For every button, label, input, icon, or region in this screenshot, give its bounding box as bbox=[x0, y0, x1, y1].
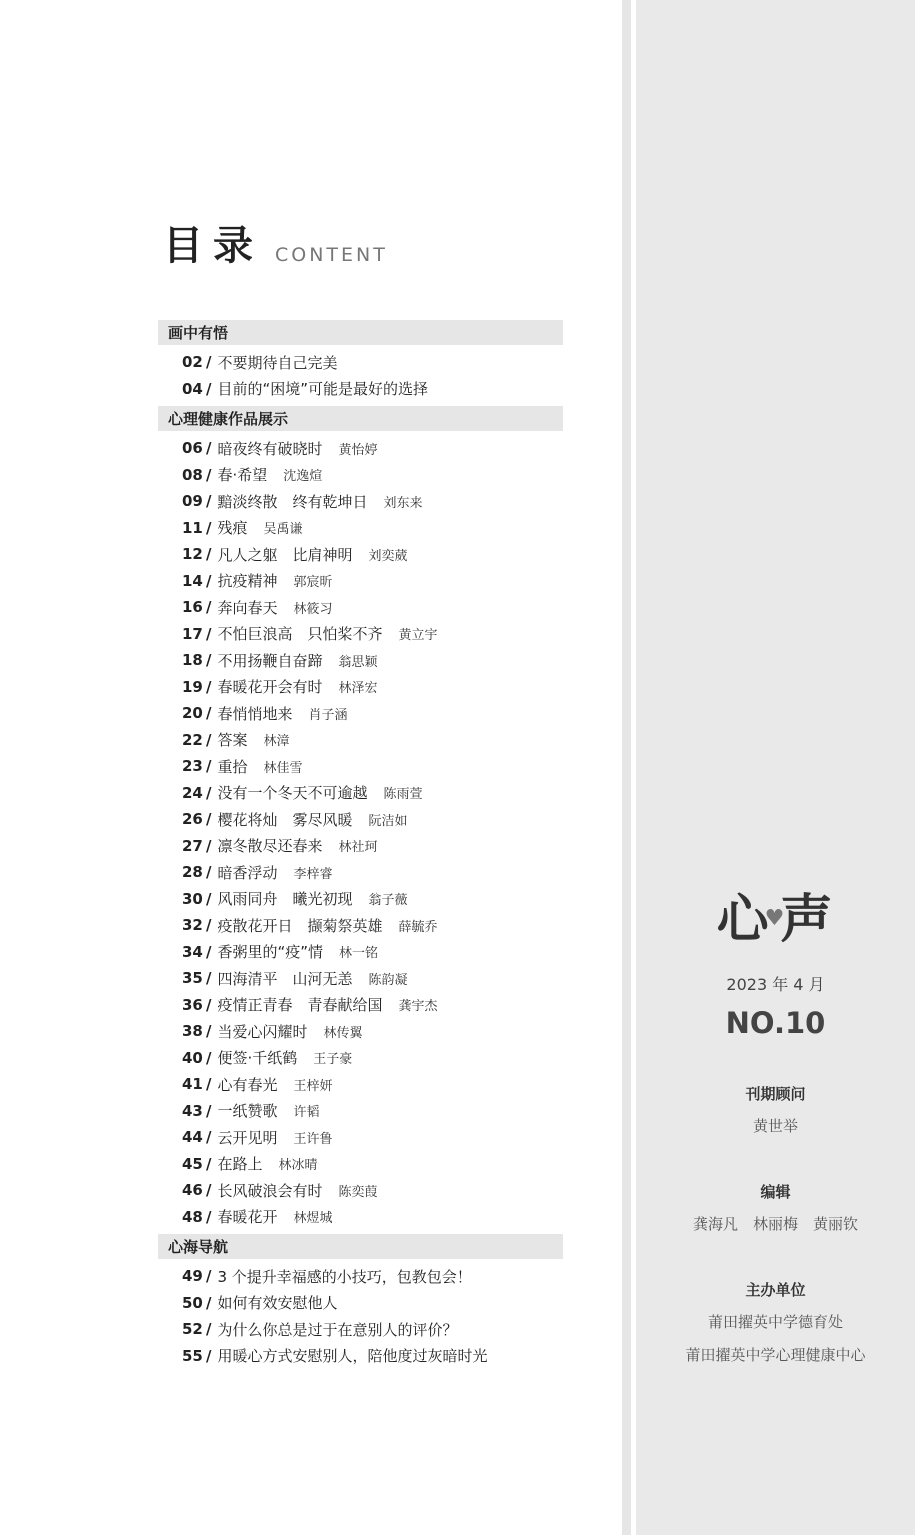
entry-title: 黯淡终散 终有乾坤日 bbox=[217, 492, 368, 511]
entry-title: 目前的“困境”可能是最好的选择 bbox=[217, 380, 429, 399]
toc-entry[interactable] bbox=[158, 621, 563, 648]
entry-title: 春暖花开会有时 bbox=[217, 678, 323, 697]
page-number: 45 bbox=[182, 1154, 203, 1173]
separator: / bbox=[206, 704, 212, 723]
logo-char-1: 心 bbox=[716, 890, 771, 950]
separator: / bbox=[206, 1181, 212, 1200]
issue-number bbox=[636, 1006, 915, 1040]
page-number: 11 bbox=[182, 518, 203, 537]
page-number: 23 bbox=[182, 757, 203, 776]
entry-author: 龚宇杰 bbox=[398, 999, 438, 1015]
entry-title: 一纸赞歌 bbox=[217, 1102, 278, 1121]
page-number: 06 bbox=[182, 439, 203, 458]
entry-title: 春暖花开 bbox=[217, 1208, 278, 1227]
editors-names: 龚海凡 林丽梅 黄丽钦 bbox=[692, 1215, 858, 1233]
entry-title: 在路上 bbox=[217, 1155, 263, 1174]
page-number: 14 bbox=[182, 571, 203, 590]
entry-author: 刘东来 bbox=[383, 495, 423, 511]
entry-author: 吴禹谦 bbox=[263, 522, 303, 538]
toc-entry[interactable] bbox=[158, 568, 563, 595]
toc-entry[interactable] bbox=[158, 1204, 563, 1231]
entry-author: 陈奕葭 bbox=[338, 1184, 378, 1200]
toc-entry[interactable] bbox=[158, 376, 563, 403]
separator: / bbox=[206, 624, 212, 643]
entry-author: 林煜城 bbox=[293, 1211, 333, 1227]
toc-entry[interactable] bbox=[158, 515, 563, 542]
page-number: 02 bbox=[182, 353, 203, 372]
toc-entry[interactable] bbox=[158, 965, 563, 992]
page-number: 22 bbox=[182, 730, 203, 749]
entry-title: 抗疫精神 bbox=[217, 572, 278, 591]
page-number: 16 bbox=[182, 598, 203, 617]
entry-title: 3 个提升幸福感的小技巧，包教包会！ bbox=[217, 1267, 472, 1286]
separator: / bbox=[206, 836, 212, 855]
page-number: 40 bbox=[182, 1048, 203, 1067]
page-number: 44 bbox=[182, 1128, 203, 1147]
toc-entry[interactable] bbox=[158, 462, 563, 489]
entry-author: 王梓妍 bbox=[293, 1078, 333, 1094]
page-number: 50 bbox=[182, 1293, 203, 1312]
entry-title: 风雨同舟 曦光初现 bbox=[217, 890, 353, 909]
separator: / bbox=[206, 518, 212, 537]
organizer-label: 主办单位 bbox=[745, 1281, 806, 1299]
separator: / bbox=[206, 1267, 212, 1286]
page-number: 09 bbox=[182, 492, 203, 511]
page-number: 38 bbox=[182, 1022, 203, 1041]
separator: / bbox=[206, 1128, 212, 1147]
toc-heading bbox=[163, 210, 388, 270]
section-header: 心理健康作品展示 bbox=[158, 406, 563, 431]
page-number: 18 bbox=[182, 651, 203, 670]
entry-title: 疫散花开日 撷菊祭英雄 bbox=[217, 916, 383, 935]
page-number: 48 bbox=[182, 1207, 203, 1226]
separator: / bbox=[206, 916, 212, 935]
page-number: 04 bbox=[182, 379, 203, 398]
page-number: 46 bbox=[182, 1181, 203, 1200]
toc-entry[interactable] bbox=[158, 1018, 563, 1045]
separator: / bbox=[206, 651, 212, 670]
organizer-2: 莆田擢英中学心理健康中心 bbox=[685, 1346, 866, 1364]
entry-author: 肖子涵 bbox=[308, 707, 348, 723]
organizer-1: 莆田擢英中学德育处 bbox=[707, 1313, 843, 1331]
toc-entry[interactable] bbox=[158, 1124, 563, 1151]
entry-title: 云开见明 bbox=[217, 1128, 278, 1147]
toc-entry[interactable] bbox=[158, 1071, 563, 1098]
section-items bbox=[158, 431, 563, 1234]
toc-entry[interactable] bbox=[158, 753, 563, 780]
page-number: 20 bbox=[182, 704, 203, 723]
toc-entry[interactable] bbox=[158, 1343, 563, 1370]
toc-entry[interactable] bbox=[158, 488, 563, 515]
table-of-contents bbox=[158, 320, 563, 1373]
separator: / bbox=[206, 969, 212, 988]
separator: / bbox=[206, 598, 212, 617]
entry-author: 黄怡婷 bbox=[338, 442, 378, 458]
entry-author: 陈雨萱 bbox=[383, 787, 423, 803]
separator: / bbox=[206, 545, 212, 564]
page-number: 32 bbox=[182, 916, 203, 935]
section-header: 画中有悟 bbox=[158, 320, 563, 345]
entry-author: 李梓睿 bbox=[293, 866, 333, 882]
advisor-name: 黄世举 bbox=[752, 1117, 798, 1135]
toc-entry[interactable] bbox=[158, 939, 563, 966]
separator: / bbox=[206, 889, 212, 908]
entry-author: 林一铭 bbox=[339, 946, 379, 962]
page-number: 26 bbox=[182, 810, 203, 829]
entry-title: 为什么你总是过于在意别人的评价？ bbox=[217, 1320, 458, 1339]
entry-title: 长风破浪会有时 bbox=[217, 1181, 323, 1200]
entry-title: 春悄悄地来 bbox=[217, 704, 293, 723]
entry-author: 黄立宇 bbox=[398, 628, 438, 644]
entry-title: 凡人之躯 比肩神明 bbox=[217, 545, 353, 564]
entry-author: 林漳 bbox=[263, 734, 290, 750]
advisor-label: 刊期顾问 bbox=[745, 1085, 806, 1103]
entry-title: 四海清平 山河无恙 bbox=[217, 969, 353, 988]
toc-entry[interactable] bbox=[158, 806, 563, 833]
separator: / bbox=[206, 492, 212, 511]
toc-entry[interactable] bbox=[158, 1177, 563, 1204]
toc-entry[interactable] bbox=[158, 859, 563, 886]
entry-title: 残痕 bbox=[217, 519, 248, 538]
entry-author: 薛毓乔 bbox=[398, 919, 438, 935]
separator: / bbox=[206, 1207, 212, 1226]
separator: / bbox=[206, 353, 212, 372]
entry-author: 翁思颖 bbox=[338, 654, 378, 670]
page-number: 49 bbox=[182, 1267, 203, 1286]
entry-author: 林筱习 bbox=[293, 601, 333, 617]
toc-entry[interactable] bbox=[158, 674, 563, 701]
entry-author: 郭宸昕 bbox=[293, 575, 333, 591]
toc-entry[interactable] bbox=[158, 1098, 563, 1125]
page-number: 41 bbox=[182, 1075, 203, 1094]
page-number: 17 bbox=[182, 624, 203, 643]
entry-author: 刘奕葳 bbox=[368, 548, 408, 564]
page-number: 24 bbox=[182, 783, 203, 802]
entry-title: 疫情正青春 青春献给国 bbox=[217, 996, 383, 1015]
entry-title: 不怕巨浪高 只怕桨不齐 bbox=[217, 625, 383, 644]
separator: / bbox=[206, 1048, 212, 1067]
issue-date-text: 2023 年 4 月 bbox=[726, 975, 825, 994]
entry-author: 阮洁如 bbox=[368, 813, 408, 829]
page-number: 12 bbox=[182, 545, 203, 564]
entry-title: 不用扬鞭自奋蹄 bbox=[217, 651, 323, 670]
issue-number-text: NO.10 bbox=[725, 1006, 826, 1040]
entry-author: 翁子薇 bbox=[368, 893, 408, 909]
page-number: 30 bbox=[182, 889, 203, 908]
issue-date bbox=[636, 972, 915, 995]
separator: / bbox=[206, 1346, 212, 1365]
page-number: 27 bbox=[182, 836, 203, 855]
entry-author: 沈逸煊 bbox=[283, 469, 323, 485]
entry-author: 林社珂 bbox=[338, 840, 378, 856]
separator: / bbox=[206, 942, 212, 961]
entry-title: 凛冬散尽还春来 bbox=[217, 837, 323, 856]
entry-author: 许韬 bbox=[293, 1105, 320, 1121]
toc-entry[interactable] bbox=[158, 647, 563, 674]
toc-entry[interactable] bbox=[158, 541, 563, 568]
toc-entry[interactable] bbox=[158, 594, 563, 621]
entry-title: 暗夜终有破晓时 bbox=[217, 439, 323, 458]
toc-entry[interactable] bbox=[158, 1151, 563, 1178]
separator: / bbox=[206, 810, 212, 829]
entry-author: 林佳雪 bbox=[263, 760, 303, 776]
separator: / bbox=[206, 379, 212, 398]
entry-title: 当爱心闪耀时 bbox=[217, 1022, 308, 1041]
section-items bbox=[158, 345, 563, 406]
toc-entry[interactable] bbox=[158, 780, 563, 807]
separator: / bbox=[206, 730, 212, 749]
separator: / bbox=[206, 465, 212, 484]
section-items bbox=[158, 1259, 563, 1373]
separator: / bbox=[206, 1320, 212, 1339]
entry-title: 重拾 bbox=[217, 757, 248, 776]
entry-title: 香粥里的“疫”情 bbox=[217, 943, 324, 962]
editors-label: 编辑 bbox=[760, 1183, 791, 1201]
separator: / bbox=[206, 783, 212, 802]
separator: / bbox=[206, 1022, 212, 1041]
toc-entry[interactable] bbox=[158, 1045, 563, 1072]
logo-char-2: 声 bbox=[780, 890, 835, 950]
entry-author: 林冰晴 bbox=[278, 1158, 318, 1174]
page-subtitle: CONTENT bbox=[275, 244, 388, 266]
separator: / bbox=[206, 995, 212, 1014]
divider-strip bbox=[622, 0, 631, 1535]
toc-entry[interactable] bbox=[158, 886, 563, 913]
page-number: 34 bbox=[182, 942, 203, 961]
toc-entry[interactable] bbox=[158, 700, 563, 727]
entry-author: 王许鲁 bbox=[293, 1131, 333, 1147]
entry-title: 暗香浮动 bbox=[217, 863, 278, 882]
section-header: 心海导航 bbox=[158, 1234, 563, 1259]
toc-entry[interactable] bbox=[158, 727, 563, 754]
magazine-logo bbox=[636, 880, 915, 963]
page-number: 55 bbox=[182, 1346, 203, 1365]
entry-title: 答案 bbox=[217, 731, 248, 750]
entry-author: 林传翼 bbox=[323, 1025, 363, 1041]
toc-entry[interactable] bbox=[158, 349, 563, 376]
separator: / bbox=[206, 439, 212, 458]
entry-author: 林泽宏 bbox=[338, 681, 378, 697]
page-number: 43 bbox=[182, 1101, 203, 1120]
toc-entry[interactable] bbox=[158, 992, 563, 1019]
page-number: 08 bbox=[182, 465, 203, 484]
separator: / bbox=[206, 571, 212, 590]
entry-title: 没有一个冬天不可逾越 bbox=[217, 784, 368, 803]
entry-title: 不要期待自己完美 bbox=[217, 353, 338, 372]
entry-title: 如何有效安慰他人 bbox=[217, 1294, 338, 1313]
toc-entry[interactable] bbox=[158, 912, 563, 939]
entry-title: 便签·千纸鹤 bbox=[217, 1049, 298, 1068]
page-number: 35 bbox=[182, 969, 203, 988]
separator: / bbox=[206, 863, 212, 882]
heart-icon: ♥ bbox=[764, 906, 787, 931]
side-panel bbox=[636, 0, 915, 1535]
separator: / bbox=[206, 677, 212, 696]
entry-title: 春·希望 bbox=[217, 466, 268, 485]
separator: / bbox=[206, 757, 212, 776]
page-number: 19 bbox=[182, 677, 203, 696]
separator: / bbox=[206, 1293, 212, 1312]
entry-title: 樱花将灿 雾尽风暖 bbox=[217, 810, 353, 829]
entry-author: 王子豪 bbox=[313, 1052, 353, 1068]
toc-entry[interactable] bbox=[158, 1290, 563, 1317]
separator: / bbox=[206, 1075, 212, 1094]
toc-entry[interactable] bbox=[158, 1316, 563, 1343]
page-number: 28 bbox=[182, 863, 203, 882]
entry-author: 陈韵凝 bbox=[368, 972, 408, 988]
page-number: 36 bbox=[182, 995, 203, 1014]
toc-entry[interactable] bbox=[158, 435, 563, 462]
toc-entry[interactable] bbox=[158, 1263, 563, 1290]
entry-title: 用暖心方式安慰别人，陪他度过灰暗时光 bbox=[217, 1347, 488, 1366]
separator: / bbox=[206, 1101, 212, 1120]
page-number: 52 bbox=[182, 1320, 203, 1339]
separator: / bbox=[206, 1154, 212, 1173]
entry-title: 奔向春天 bbox=[217, 598, 278, 617]
toc-entry[interactable] bbox=[158, 833, 563, 860]
page-title: 目录 bbox=[163, 223, 263, 269]
entry-title: 心有春光 bbox=[217, 1075, 278, 1094]
